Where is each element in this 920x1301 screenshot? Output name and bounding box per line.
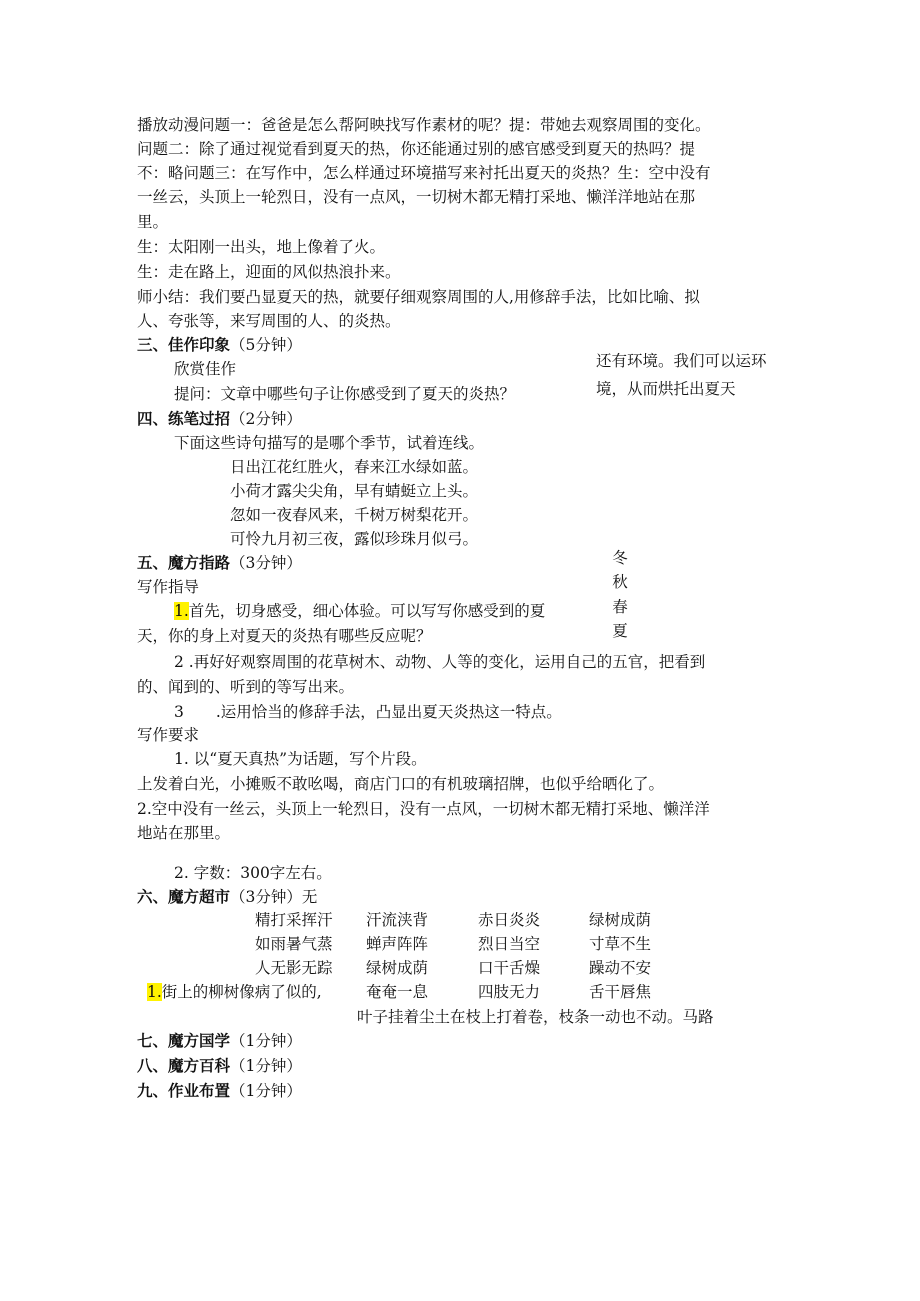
intro-line: 一丝云，头顶上一轮烈日，没有一点风，一切树木都无精打采地、懒洋洋地站在那 bbox=[137, 188, 696, 206]
section-title: 七、魔方国学 bbox=[137, 1031, 231, 1050]
word-cell: 人无影无踪 bbox=[255, 959, 333, 977]
guide-item-1-cont: 天，你的身上对夏天的炎热有哪些反应呢？ bbox=[137, 627, 432, 645]
guide-text: 首先，切身感受，细心体验。可以写写你感受到的夏 bbox=[188, 602, 546, 620]
word-cell: 奄奄一息 bbox=[366, 983, 429, 1001]
exercise-instruction: 下面这些诗句描写的是哪个季节，试着连线。 bbox=[174, 434, 485, 452]
section-title: 三、佳作印象 bbox=[137, 335, 231, 354]
guide-item-1 bbox=[174, 600, 545, 622]
section-time: （5分钟） bbox=[230, 336, 302, 354]
section-heading-8 bbox=[137, 1055, 302, 1077]
poem-line: 可怜九月初三夜，露似珍珠月似弓。 bbox=[230, 530, 479, 548]
example-row bbox=[147, 981, 322, 1003]
word-cell: 汗流浃背 bbox=[366, 911, 429, 929]
section-heading-3 bbox=[137, 334, 302, 356]
section-time: （3分钟）无 bbox=[230, 888, 318, 906]
example-text: 上发着白光，小摊贩不敢吆喝，商店门口的有机玻璃招牌，也似乎给晒化了。 bbox=[137, 775, 665, 793]
section-heading-9 bbox=[137, 1080, 302, 1102]
guide-item-2: 2 .再好好观察周围的花草树木、动物、人等的变化，运用自己的五官，把看到 bbox=[174, 653, 706, 671]
section-time: （1分钟） bbox=[230, 1082, 302, 1100]
guide-number: 3 bbox=[174, 703, 184, 721]
poem-line: 日出江花红胜火，春来江水绿如蓝。 bbox=[230, 458, 479, 476]
word-cell: 寸草不生 bbox=[589, 935, 652, 953]
word-cell: 口干舌燥 bbox=[478, 959, 541, 977]
requirement-2: 2. 字数：300字左右。 bbox=[174, 864, 332, 882]
question-text: 提问：文章中哪些句子让你感受到了夏天的炎热？ bbox=[174, 385, 516, 403]
section-title: 六、魔方超市 bbox=[137, 887, 231, 906]
word-cell: 烈日当空 bbox=[478, 935, 541, 953]
side-note: 还有环境。我们可以运环 bbox=[596, 352, 767, 370]
side-note: 境，从而烘托出夏天 bbox=[596, 380, 736, 398]
section-heading-6 bbox=[137, 886, 317, 908]
example-continuation: 叶子挂着尘土在枝上打着卷，枝条一动也不动。马路 bbox=[357, 1008, 714, 1026]
section-title: 八、魔方百科 bbox=[137, 1056, 231, 1075]
word-cell: 绿树成荫 bbox=[589, 911, 652, 929]
season-item: 秋 bbox=[612, 573, 628, 591]
teacher-summary: 师小结：我们要凸显夏天的热，就要仔细观察周围的人,用修辞手法，比如比喻、拟 bbox=[137, 288, 700, 306]
word-cell: 赤日炎炎 bbox=[478, 911, 541, 929]
word-cell: 街上的柳树像病了似的, bbox=[161, 983, 322, 1001]
guide-text: .运用恰当的修辞手法，凸显出夏天炎热这一特点。 bbox=[215, 703, 562, 721]
section-heading-7 bbox=[137, 1030, 302, 1052]
highlighted-number: 1. bbox=[147, 983, 162, 1001]
section-title: 九、作业布置 bbox=[137, 1081, 231, 1100]
example-text: 地站在那里。 bbox=[137, 824, 231, 842]
season-item: 夏 bbox=[612, 622, 628, 640]
student-answer: 生：太阳刚一出头，地上像着了火。 bbox=[137, 238, 386, 256]
section-time: （1分钟） bbox=[230, 1057, 302, 1075]
intro-line: 不：略问题三：在写作中，怎么样通过环境描写来衬托出夏天的炎热？生：空中没有 bbox=[137, 164, 711, 182]
word-cell: 四肢无力 bbox=[478, 983, 541, 1001]
season-item: 冬 bbox=[612, 549, 628, 567]
word-cell: 舌干唇焦 bbox=[589, 983, 652, 1001]
word-cell: 躁动不安 bbox=[589, 959, 652, 977]
intro-line: 问题二：除了通过视觉看到夏天的热，你还能通过别的感官感受到夏天的热吗？提 bbox=[137, 140, 696, 158]
word-cell: 精打采挥汗 bbox=[255, 911, 333, 929]
word-cell: 绿树成荫 bbox=[366, 959, 429, 977]
section-heading-5 bbox=[137, 552, 302, 574]
intro-line: 里。 bbox=[137, 213, 169, 231]
requirement-1: 1. 以“夏天真热”为话题，写个片段。 bbox=[174, 750, 427, 768]
intro-line: 播放动漫问题一：爸爸是怎么帮阿映找写作素材的呢？提：带她去观察周围的变化。 bbox=[137, 116, 711, 134]
requirement-title: 写作要求 bbox=[137, 726, 200, 744]
guide-item-2-cont: 的、闻到的、听到的等写出来。 bbox=[137, 678, 355, 696]
section-time: （1分钟） bbox=[230, 1032, 302, 1050]
word-cell: 蝉声阵阵 bbox=[366, 935, 429, 953]
poem-line: 忽如一夜春风来，千树万树梨花开。 bbox=[230, 506, 479, 524]
guide-title: 写作指导 bbox=[137, 578, 200, 596]
guide-item-3 bbox=[174, 701, 562, 723]
section-title: 五、魔方指路 bbox=[137, 553, 231, 572]
teacher-summary: 人、夸张等，来写周围的人、的炎热。 bbox=[137, 312, 401, 330]
enjoy-label: 欣赏佳作 bbox=[174, 360, 237, 378]
section-heading-4 bbox=[137, 408, 302, 430]
section-time: （2分钟） bbox=[230, 410, 302, 428]
word-cell: 如雨暑气蒸 bbox=[255, 935, 333, 953]
poem-line: 小荷才露尖尖角，早有蜻蜓立上头。 bbox=[230, 482, 479, 500]
student-answer: 生：走在路上，迎面的风似热浪扑来。 bbox=[137, 263, 401, 281]
section-title: 四、练笔过招 bbox=[137, 409, 231, 428]
example-text: 2.空中没有一丝云，头顶上一轮烈日，没有一点风，一切树木都无精打采地、懒洋洋 bbox=[137, 800, 710, 818]
highlighted-number: 1. bbox=[174, 602, 189, 620]
season-item: 春 bbox=[612, 598, 628, 616]
section-time: （3分钟） bbox=[230, 554, 302, 572]
